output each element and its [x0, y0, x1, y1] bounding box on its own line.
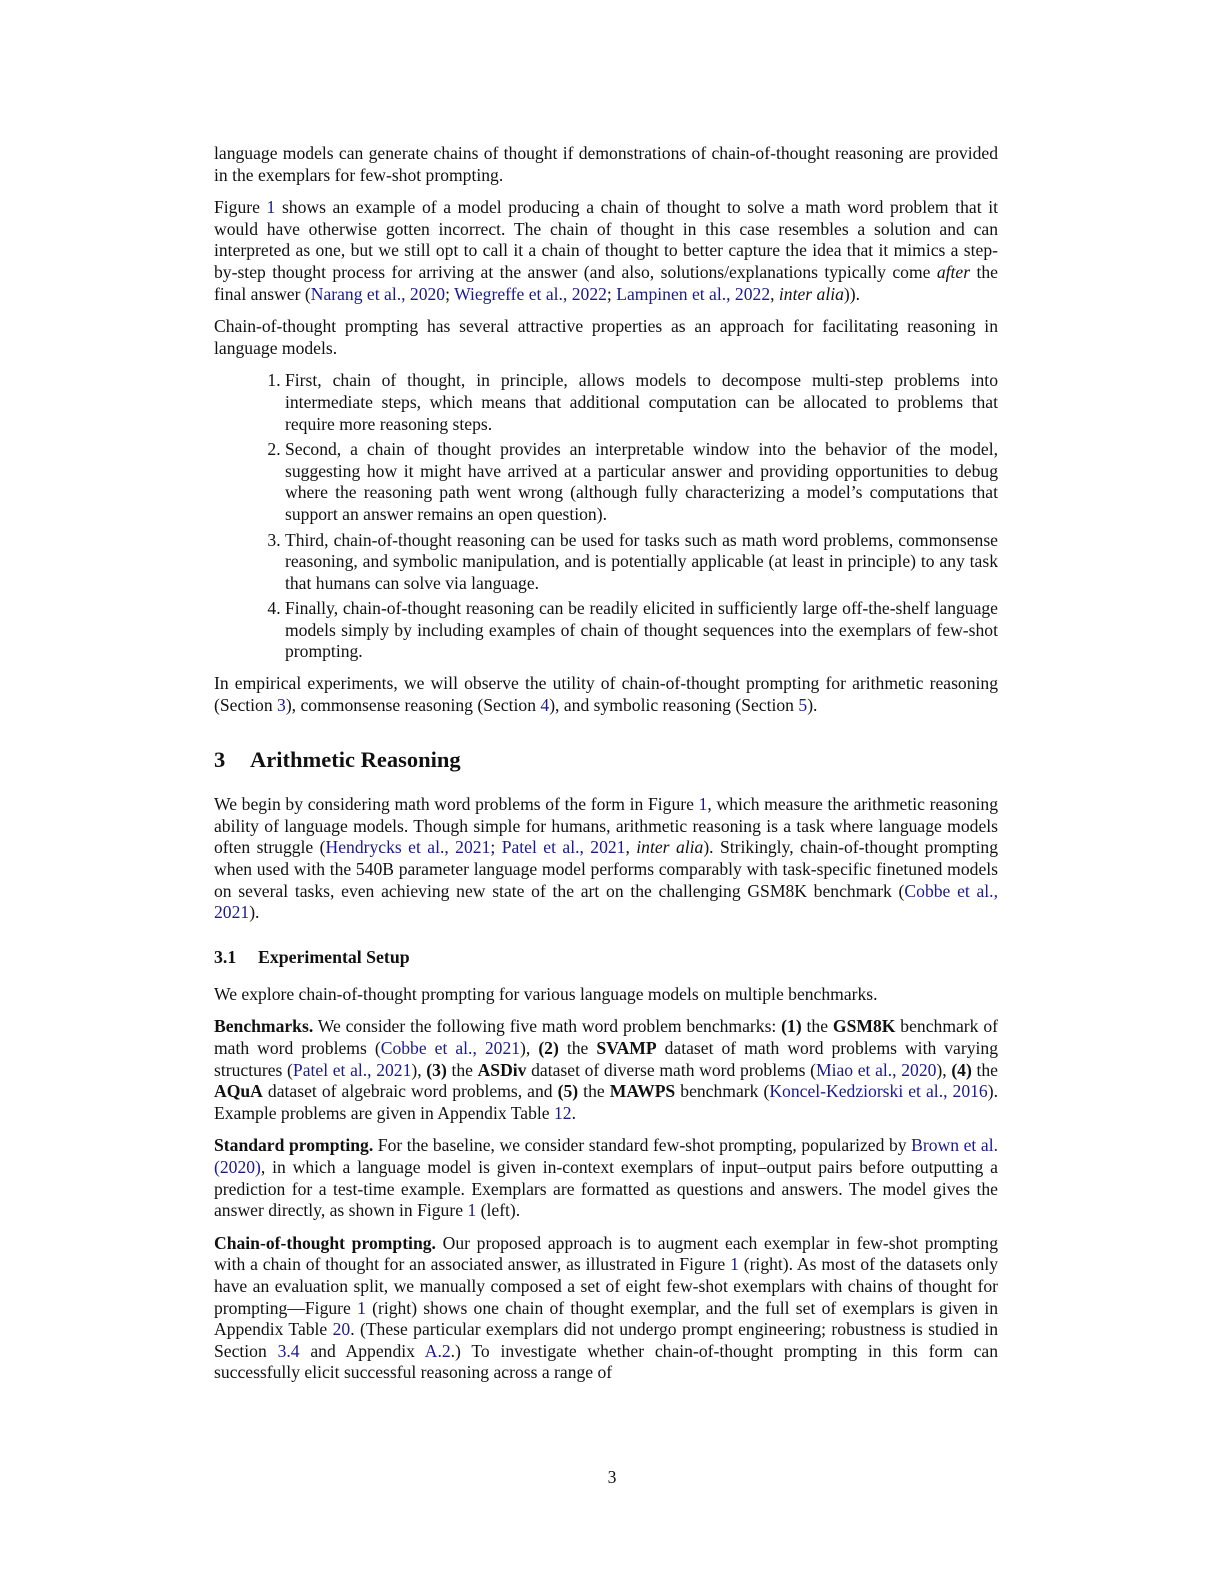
citation-lampinen-2022[interactable]: Lampinen et al., 2022 [616, 283, 771, 304]
paragraph-properties-intro: Chain-of-thought prompting has several attractive properties as an approach for facilitating reasoning in language models. [214, 316, 998, 358]
table-20-link[interactable]: 20 [332, 1319, 351, 1340]
citation-cobbe-2021[interactable]: Cobbe et al., 2021 [380, 1038, 521, 1058]
paragraph-intro-continued: language models can generate chains of thought if demonstrations of chain-of-thought reasoning are provided in the exemplars for few-shot prompting. [214, 143, 998, 185]
citation-hendrycks-2021[interactable]: Hendrycks et al., 2021 [325, 837, 491, 858]
list-item: 1. First, chain of thought, in principle, allows models to decompose multi-step problems into intermediate steps, which means that additional computation can be allocated to problems that require more reasoning steps. [285, 370, 998, 435]
figure-1-link[interactable]: 1 [730, 1254, 739, 1275]
citation-narang-2020[interactable]: Narang et al., 2020 [310, 283, 446, 304]
appendix-a2-link[interactable]: A.2 [424, 1340, 451, 1361]
figure-1-link[interactable]: 1 [266, 197, 276, 218]
paragraph-benchmarks: Benchmarks. We consider the following five math word problem benchmarks: (1) the GSM8K benchmark of math word problems (Cobbe et al., 2021), (2) the SVAMP dataset of math word problems with varying structures (Patel et al., 2021), (3) the ASDiv dataset of diverse math word problems (Miao et al., 2020), (4) the AQuA dataset of algebraic word problems, and (5) the MAWPS benchmark (Koncel-Kedziorski et al., 2016). Example problems are given in Appendix Table 12. [214, 1016, 999, 1123]
paragraph-arithmetic-intro: We begin by considering math word problems of the form in Figure 1, which measure the arithmetic reasoning ability of language models. Though simple for humans, arithmetic reasoning is a task where language models often struggle (Hendrycks et al., 2021; Patel et al., 2021, inter alia). Strikingly, chain-of-thought prompting when used with the 540B parameter language model performs comparably with task-specific finetuned models on several tasks, even achieving new state of the art on the challenging GSM8K benchmark (Cobbe et al., 2021). [214, 794, 999, 923]
paragraph-figure-1-description: Figure 1 shows an example of a model producing a chain of thought to solve a math word problem that it would have otherwise gotten incorrect. The chain of thought in this case resembles a solution and can interpreted as one, but we still opt to call it a chain of thought to better capture the idea that it mimics a step-by-step thought process for arriving at the answer (and also, solutions/explanations typically come after the final answer (Narang et al., 2020; Wiegreffe et al., 2022; Lampinen et al., 2022, inter alia)). [214, 197, 998, 304]
paragraph-chain-of-thought-prompting: Chain-of-thought prompting. Our proposed approach is to augment each exemplar in few-shot prompting with a chain of thought for an associated answer, as illustrated in Figure 1 (right). As most of the datasets only have an evaluation split, we manually composed a set of eight few-shot exemplars with chains of thought for prompting—Figure 1 (right) shows one chain of thought exemplar, and the full set of exemplars is given in Appendix Table 20. (These particular exemplars did not undergo prompt engineering; robustness is studied in Section 3.4 and Appendix A.2.) To investigate whether chain-of-thought prompting in this form can successfully elicit successful reasoning across a range of [214, 1232, 999, 1383]
figure-1-link[interactable]: 1 [357, 1297, 366, 1318]
citation-wiegreffe-2022[interactable]: Wiegreffe et al., 2022 [454, 283, 607, 304]
section-3-link[interactable]: 3 [277, 694, 286, 715]
citation-patel-2021[interactable]: Patel et al., 2021 [501, 837, 626, 858]
citation-cobbe-2021[interactable]: Cobbe et al., 2021 [214, 880, 998, 923]
section-4-link[interactable]: 4 [540, 694, 550, 715]
citation-miao-2020[interactable]: Miao et al., 2020 [815, 1059, 937, 1080]
section-5-link[interactable]: 5 [798, 694, 808, 715]
list-item: 4. Finally, chain-of-thought reasoning can be readily elicited in sufficiently large off-the-shelf language models simply by including examples of chain of thought sequences into the exemplars of few-shot prompting. [285, 598, 998, 663]
list-item: 2. Second, a chain of thought provides an interpretable window into the behavior of the model, suggesting how it might have arrived at a particular answer and providing opportunities to debug where the reasoning path went wrong (although fully characterizing a model’s computations that support an answer remains an open question). [285, 439, 998, 525]
list-item: 3. Third, chain-of-thought reasoning can be used for tasks such as math word problems, commonsense reasoning, and symbolic manipulation, and is potentially applicable (at least in principle) to any task that humans can solve via language. [285, 530, 998, 595]
figure-1-link[interactable]: 1 [467, 1200, 477, 1221]
paper-page [214, 143, 998, 1395]
page-number: 3 [607, 1467, 617, 1487]
paragraph-standard-prompting: Standard prompting. For the baseline, we consider standard few-shot prompting, popularized by Brown et al. (2020), in which a language model is given in-context exemplars of input–output pairs before outputting a prediction for a test-time example. Exemplars are formatted as questions and answers. The model gives the answer directly, as shown in Figure 1 (left). [214, 1135, 998, 1221]
section-3-heading: 3 Arithmetic Reasoning [214, 747, 461, 773]
citation-brown-2020[interactable]: Brown et al. (2020) [214, 1135, 998, 1177]
citation-koncel-kedziorski-2016[interactable]: Koncel-Kedziorski et al., 2016 [769, 1081, 988, 1102]
section-3-1-heading: 3.1 Experimental Setup [214, 946, 410, 967]
paragraph-empirical-experiments: In empirical experiments, we will observe the utility of chain-of-thought prompting for arithmetic reasoning (Section 3), commonsense reasoning (Section 4), and symbolic reasoning (Section 5). [214, 673, 998, 715]
properties-list [214, 370, 998, 663]
figure-1-link[interactable]: 1 [698, 794, 708, 815]
table-12-link[interactable]: 12 [553, 1102, 572, 1123]
paragraph-experimental-setup-intro: We explore chain-of-thought prompting for various language models on multiple benchmarks. [214, 983, 878, 1004]
citation-patel-2021[interactable]: Patel et al., 2021 [292, 1059, 412, 1080]
section-3-4-link[interactable]: 3.4 [277, 1340, 300, 1361]
